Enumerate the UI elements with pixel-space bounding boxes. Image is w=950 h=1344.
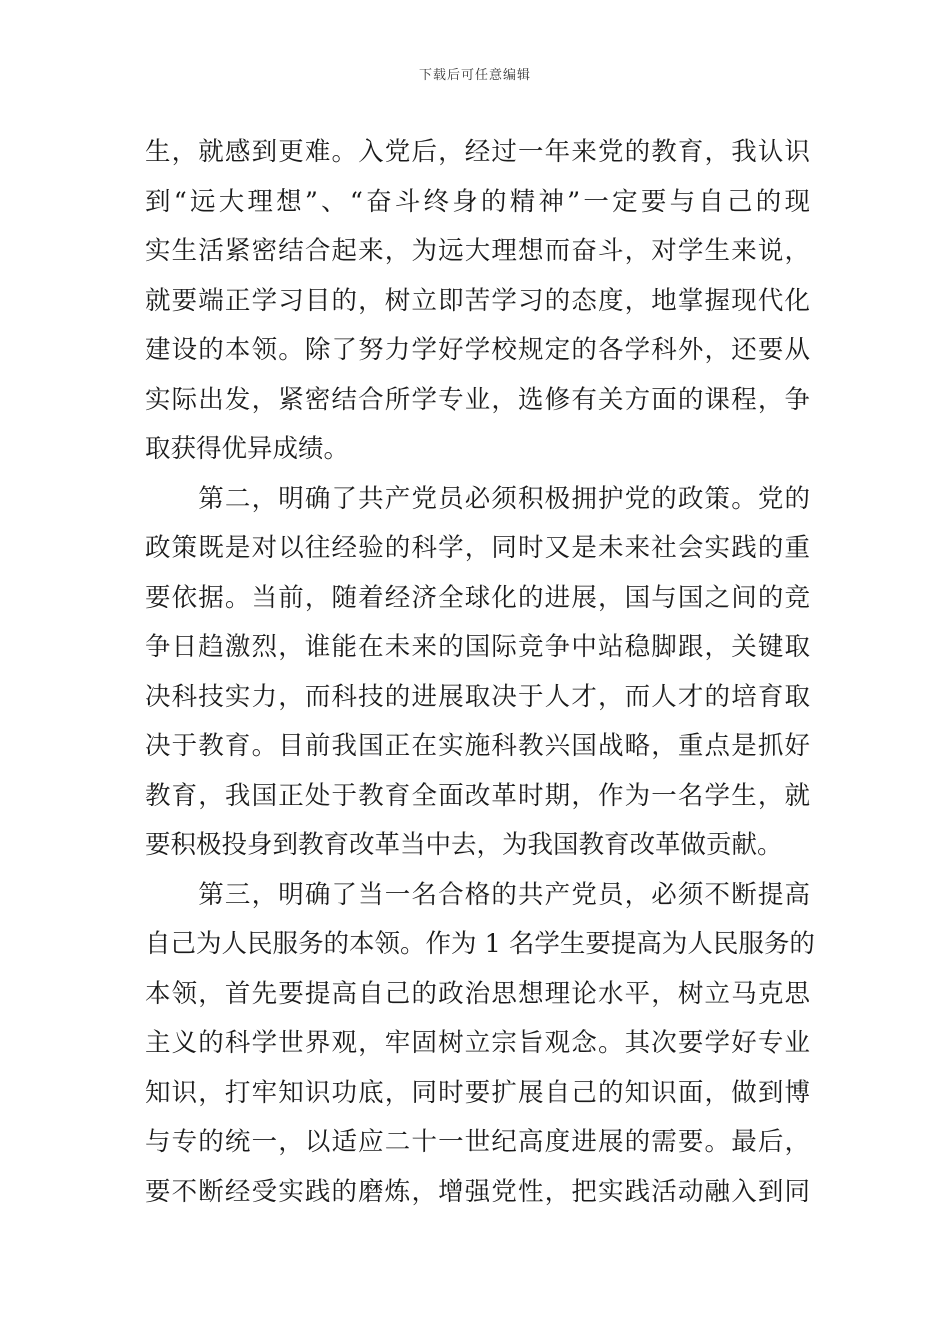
text-line: 要积极投身到教育改革当中去，为我国教育改革做贡献。 [145, 830, 783, 860]
text-line: 自己为人民服务的本领。作为 1 名学生要提高为人民服务的 [145, 929, 815, 959]
text-line: 就要端正学习目的，树立即苦学习的态度，地掌握现代化 [145, 285, 810, 316]
text-line: 决于教育。目前我国正在实施科教兴国战略，重点是抓好 [145, 731, 810, 761]
text-line: 主义的科学世界观，牢固树立宗旨观念。其次要学好专业 [145, 1028, 810, 1058]
document-body [145, 128, 815, 1217]
text-line: 实际出发，紧密结合所学专业，选修有关方面的课程，争 [145, 384, 810, 415]
text-line: 第二，明确了共产党员必须积极拥护党的政策。党的 [145, 483, 810, 514]
text-line: 决科技实力，而科技的进展取决于人才，而人才的培育取 [145, 681, 810, 712]
text-line: 取获得优异成绩。 [145, 434, 350, 464]
text-line: 本领，首先要提高自己的政治思想理论水平，树立马克思 [145, 978, 810, 1009]
text-line: 要不断经受实践的磨炼，增强党性，把实践活动融入到同 [145, 1176, 810, 1207]
text-line: 与专的统一，以适应二十一世纪高度进展的需要。最后， [145, 1127, 810, 1157]
text-line: 实生活紧密结合起来，为远大理想而奋斗，对学生来说， [145, 236, 810, 266]
text-line: 第三，明确了当一名合格的共产党员，必须不断提高 [145, 879, 810, 910]
text-line: 政策既是对以往经验的科学，同时又是未来社会实践的重 [145, 533, 810, 563]
page-header: 下载后可任意编辑 [418, 68, 531, 83]
text-line: 争日趋激烈，谁能在未来的国际竞争中站稳脚跟，关键取 [145, 632, 810, 662]
text-line: 建设的本领。除了努力学好学校规定的各学科外，还要从 [145, 335, 810, 365]
text-line: 要依据。当前，随着经济全球化的进展，国与国之间的竞 [145, 582, 810, 613]
text-line: 生，就感到更难。入党后，经过一年来党的教育，我认识 [145, 137, 810, 167]
text-line: 到“远大理想”、“奋斗终身的精神”一定要与自己的现 [145, 186, 810, 217]
text-line: 教育，我国正处于教育全面改革时期，作为一名学生，就 [145, 780, 810, 811]
text-line: 知识，打牢知识功底，同时要扩展自己的知识面，做到博 [145, 1077, 810, 1108]
